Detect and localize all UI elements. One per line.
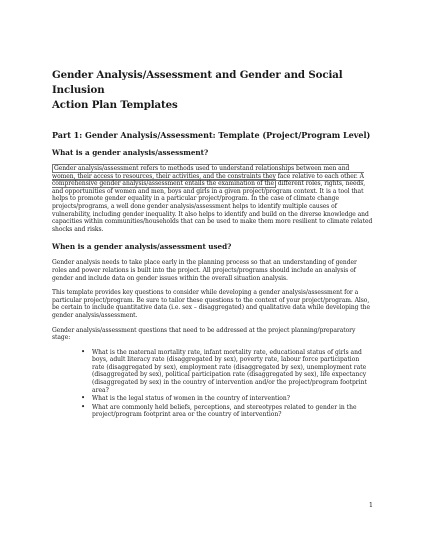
page-number: 1 (368, 501, 373, 509)
section-heading-what-is: What is a gender analysis/assessment? (52, 148, 209, 157)
document-title-line2: Action Plan Templates (52, 99, 178, 111)
paragraph-timing: Gender analysis needs to take place early in the planning process so that an understanding of gender roles and power relations is built into the project. All projects/programs should include an analysis of gender and include data on gender issues within the overall situation analysis. (52, 259, 357, 282)
definition-text-boxed: refers to methods used to understand relationships between men and women, their access to resources, their activities, and the constraints they face relative to each other. A comprehensive gender analysis/assessment entails the examination of the (52, 165, 364, 188)
definition-term: Gender analysis/assessment (54, 165, 139, 172)
list-item: • What are commonly held beliefs, perceptions, and stereotypes related to gender in the project/program footprint area or the country of intervention? (92, 404, 373, 419)
document-title-line1: Gender Analysis/Assessment and Gender and Social Inclusion (52, 69, 343, 96)
part-heading: Part 1: Gender Analysis/Assessment: Template (Project/Program Level) (52, 130, 371, 140)
question-list (52, 349, 373, 419)
paragraph-template-purpose: This template provides key questions to consider while developing a gender analysis/assessment for a particular project/program. Be sure to tailor these questions to the context of your project/program. Also, be certain to include quantitative data (i.e. sex – disaggregated) and qualitative data while developing the gender analysis/assessment. (52, 289, 370, 319)
list-item: • What is the legal status of women in the country of intervention? (92, 395, 373, 403)
definition-text-rest: different roles, rights, needs, and opportunities of women and men, boys and girls in a given project/program context. It is a tool that helps to promote gender equality in a particular project/program. In the case of climate change projects/programs, a well done gender analysis/assessment helps to identify multiple causes of vulnerability, including gender inequality. It also helps to identify and build on the diverse knowledge and capacities within communities/households that can be used to make them more resilient to climate related shocks and risks. (52, 180, 373, 233)
definition-paragraph (52, 165, 373, 233)
document-title (52, 68, 373, 113)
paragraph-questions-intro: Gender analysis/assessment questions that need to be addressed at the project planning/preparatory stage: (52, 326, 356, 342)
list-item: • What is the maternal mortality rate, infant mortality rate, educational status of girls and boys, adult literacy rate (disaggregated by sex), poverty rate, labour force participation rate (disaggregated by sex), employment rate (disaggregated by sex), unemployment rate (disaggregated by sex), political participation rate (disaggregated by sex), life expectancy (disaggregated by sex) in the country of intervention and/or the project/program footprint area? (92, 349, 373, 395)
section-heading-when-used: When is a gender analysis/assessment used? (52, 242, 232, 252)
